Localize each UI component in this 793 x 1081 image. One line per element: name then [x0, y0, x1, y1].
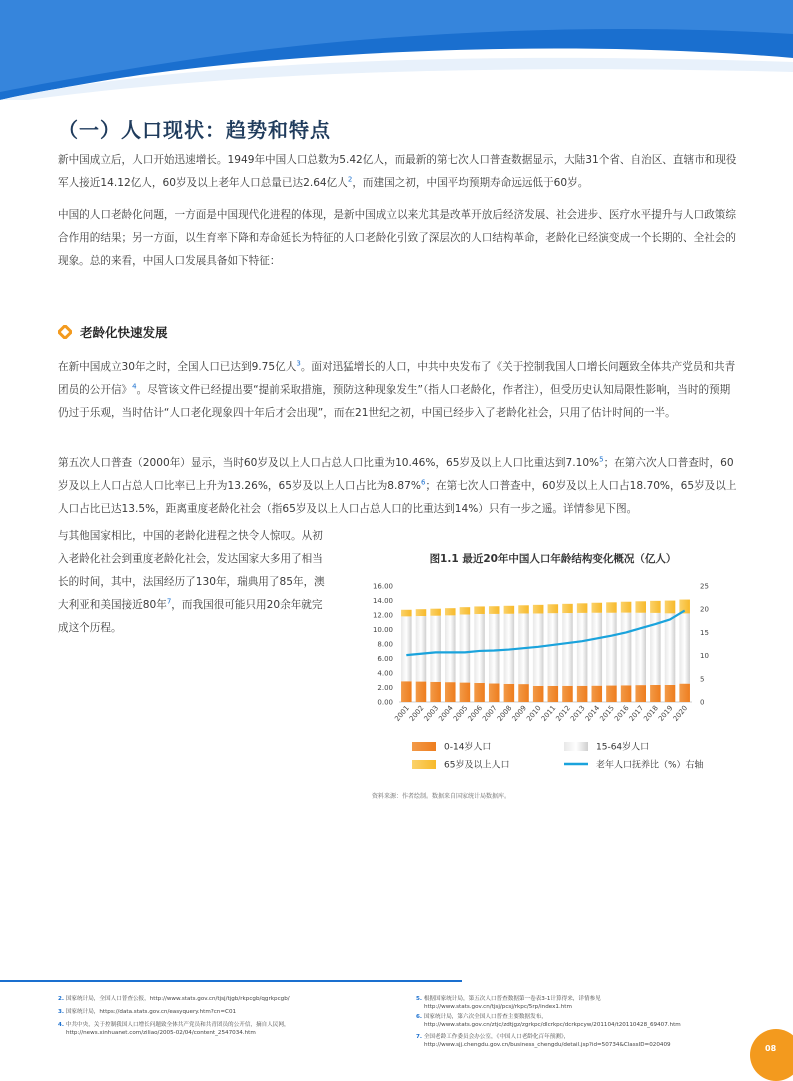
bar-0-14	[401, 681, 412, 702]
bar-0-14	[577, 686, 588, 702]
x-tick-label: 2006	[466, 704, 485, 723]
bar-15-64	[416, 616, 427, 682]
bar-65-plus	[548, 604, 559, 613]
intro-paragraph-2: 中国的人口老龄化问题，一方面是中国现代化进程的体现，是新中国成立以来尤其是改革开放后经济发展、社会进步、医疗水平提升与人口政策综合作用的结果；另一方面，以生育率下降和寿命延长为特征的人口老龄化引致了深层次的人口结构革命，老龄化已经演变成一个长期的、全社会的现象。总的来看，中国人口发展具备如下特征：	[58, 209, 736, 267]
x-tick-label: 2005	[451, 704, 470, 723]
subsection-title: 老龄化快速发展	[80, 325, 168, 340]
header-banner	[0, 0, 793, 100]
paragraph-3: 在新中国成立30年之时，全国人口已达到9.75亿人$^3$。面对迅猛增长的人口，中共中央发布了《关于控制我国人口增长问题致全体共产党员和共青团员的公开信》$^4$。尽管该文件已经提出要“提前采取措施，预防这种现象发生”（指人口老龄化，作者注），但受历史认知局限性影响，当时的预期仍过于乐观，当时估计“人口老化现象四十年后才会出现”，而在21世纪之初，中国已经步入了老龄化社会，只用了估计时间的一半。	[58, 359, 736, 419]
bar-0-14	[533, 686, 544, 702]
bar-65-plus	[445, 608, 456, 615]
y-tick-label: 6.00	[377, 655, 393, 663]
footnote-4: 4. 中共中央，关于控制我国人口增长问题致全体共产党员和共青团员的公开信，摘自人民网， http://news.xinhuanet.com/ziliao/2005-02/04/content_2547034.htm	[58, 1022, 290, 1036]
bar-0-14	[562, 686, 573, 702]
y2-tick-label: 5	[700, 675, 705, 684]
x-tick-label: 2015	[598, 704, 616, 723]
x-tick-label: 2009	[510, 704, 529, 723]
bar-65-plus	[489, 606, 500, 614]
footnote-2: 2. 国家统计局，全国人口普查公报，http://www.stats.gov.cn/tjsj/tjgb/rkpcgb/qgrkpcgb/	[58, 996, 290, 1002]
bar-65-plus	[635, 601, 646, 612]
y2-tick-label: 10	[700, 652, 709, 661]
bar-15-64	[474, 614, 485, 683]
x-tick-label: 2020	[671, 704, 690, 723]
y-tick-label: 0.00	[377, 698, 393, 707]
legend-65-plus-swatch	[412, 760, 436, 769]
bar-65-plus	[460, 607, 471, 614]
bar-65-plus	[621, 602, 632, 613]
bar-65-plus	[592, 603, 603, 613]
x-tick-label: 2014	[583, 704, 602, 723]
bar-15-64	[635, 613, 646, 685]
footnote-divider	[0, 980, 462, 982]
bar-15-64	[606, 613, 617, 686]
y-tick-label: 4.00	[377, 669, 393, 678]
x-tick-label: 2017	[627, 704, 646, 723]
bar-0-14	[518, 684, 529, 702]
legend-0-14-label: 0-14岁人口	[444, 742, 492, 753]
bar-65-plus	[416, 609, 427, 616]
bar-65-plus	[562, 604, 573, 613]
x-tick-label: 2008	[495, 704, 514, 723]
y-tick-label: 2.00	[377, 684, 393, 692]
intro-paragraph-1: 新中国成立后，人口开始迅速增长。1949年中国人口总数为5.42亿人，而最新的第七次人口普查数据显示，大陆31个省、自治区、直辖市和现役军人接近14.12亿人，60岁及以上老年人口总量已达2.64亿人$^2$，而建国之初，中国平均预期寿命远远低于60岁。	[58, 154, 737, 189]
y2-tick-label: 0	[700, 698, 705, 707]
x-tick-label: 2010	[525, 704, 543, 723]
bar-0-14	[416, 682, 427, 702]
y2-tick-label: 25	[700, 582, 709, 591]
bar-0-14	[489, 684, 500, 702]
x-tick-label: 2001	[393, 704, 411, 723]
bar-0-14	[679, 684, 690, 702]
x-tick-label: 2007	[481, 704, 499, 723]
bar-0-14	[460, 683, 471, 702]
y2-tick-label: 20	[700, 605, 709, 614]
chart-source: 资料来源：作者绘制。数据来自国家统计局数据库。	[372, 793, 511, 800]
legend-0-14-swatch	[412, 742, 436, 751]
bar-65-plus	[518, 605, 529, 613]
bar-65-plus	[533, 605, 544, 614]
bar-15-64	[460, 614, 471, 682]
bar-0-14	[474, 683, 485, 702]
footnote-5: 5. 根据国家统计局，第五次人口普查数据第一卷表3-1计算得来，详情参见 http://www.stats.gov.cn/tjsj/pcsj/rkpc/5rp/index1.htm	[416, 996, 601, 1010]
bar-65-plus	[474, 606, 485, 614]
x-tick-label: 2004	[437, 704, 455, 723]
bar-15-64	[592, 613, 603, 686]
bar-0-14	[504, 684, 515, 702]
bar-15-64	[533, 613, 544, 685]
diamond-bullet-icon	[58, 325, 72, 339]
bar-15-64	[430, 616, 441, 682]
x-tick-label: 2018	[642, 704, 660, 723]
bar-0-14	[606, 686, 617, 702]
bar-65-plus	[577, 603, 588, 613]
bar-0-14	[621, 685, 632, 702]
chart-title: 图1.1 最近20年中国人口年龄结构变化概况（亿人）	[429, 553, 677, 565]
section-title: （一）人口现状：趋势和特点	[58, 118, 331, 142]
paragraph-5: 与其他国家相比，中国的老龄化进程之快令人惊叹。从初入老龄化社会到重度老龄化社会，发达国家大多用了相当长的时间，其中，法国经历了130年，瑞典用了85年，澳大利亚和美国接近80年$^7$，而我国很可能只用20余年就完成这个历程。	[58, 530, 325, 634]
footnote-7: 7. 全国老龄工作委员会办公室，《中国人口老龄化百年预测》， http://www.sjj.chengdu.gov.cn/business_chengdu/detail.jsp?id=50734&ClassID=020409	[416, 1034, 671, 1048]
bar-0-14	[445, 682, 456, 702]
bar-65-plus	[606, 602, 617, 612]
bar-15-64	[665, 613, 676, 685]
bar-65-plus	[665, 601, 676, 614]
page-number: 08	[765, 1044, 777, 1053]
x-tick-label: 2019	[656, 704, 675, 723]
legend-15-64-swatch	[564, 742, 588, 751]
bar-15-64	[577, 613, 588, 686]
y-tick-label: 16.00	[372, 582, 393, 591]
bar-65-plus	[650, 601, 661, 613]
x-tick-label: 2012	[554, 704, 573, 723]
bar-15-64	[489, 614, 500, 684]
x-tick-label: 2013	[569, 704, 587, 723]
y-tick-label: 8.00	[377, 640, 393, 649]
bar-0-14	[635, 685, 646, 702]
bar-65-plus	[430, 609, 441, 616]
bar-15-64	[445, 615, 456, 682]
population-chart	[366, 578, 726, 788]
x-tick-label: 2002	[407, 704, 426, 723]
x-tick-label: 2011	[539, 704, 558, 723]
bar-65-plus	[401, 610, 412, 617]
y-tick-label: 10.00	[372, 626, 393, 634]
bar-15-64	[621, 613, 632, 686]
y2-tick-label: 15	[700, 628, 709, 637]
footnote-6: 6. 国家统计局，第六次全国人口普查主要数据发布， http://www.stats.gov.cn/ztjc/zdtjgz/zgrkpc/dlcrkpc/dcrkpcyw/201104/t20110428_69407.htm	[416, 1014, 681, 1028]
page-number-badge	[750, 1029, 793, 1081]
bar-0-14	[665, 685, 676, 702]
bar-15-64	[562, 613, 573, 686]
bar-15-64	[401, 616, 412, 681]
bar-0-14	[430, 682, 441, 702]
bar-0-14	[548, 686, 559, 702]
footnote-3: 3. 国家统计局，https://data.stats.gov.cn/easyquery.htm?cn=C01	[58, 1009, 237, 1015]
bar-0-14	[650, 685, 661, 702]
paragraph-4: 第五次人口普查（2000年）显示，当时60岁及以上人口占总人口比重为10.46%，65岁及以上人口比重达到7.10%$^5$；在第六次人口普查时，60岁及以上人口占总人口比率已上升为13.26%，65岁及以上人口占比为8.87%$^6$；在第七次人口普查中，60岁及以上人口占18.70%，65岁及以上人口占比已达13.5%，距离重度老龄化社会（指65岁及以上人口占总人口的比重达到14%）只有一步之遥。详情参见下图。	[58, 455, 737, 515]
bar-0-14	[592, 686, 603, 702]
bar-15-64	[679, 613, 690, 683]
legend-line-label: 老年人口抚养比（%）右轴	[596, 760, 704, 771]
x-tick-label: 2003	[422, 704, 441, 723]
subsection-heading	[58, 323, 168, 341]
y-tick-label: 14.00	[372, 597, 393, 605]
bar-65-plus	[504, 606, 515, 614]
bar-15-64	[548, 613, 559, 686]
legend-15-64-label: 15-64岁人口	[596, 742, 650, 753]
y-tick-label: 12.00	[372, 611, 393, 620]
x-tick-label: 2016	[613, 704, 631, 723]
legend-65-plus-label: 65岁及以上人口	[444, 760, 510, 771]
